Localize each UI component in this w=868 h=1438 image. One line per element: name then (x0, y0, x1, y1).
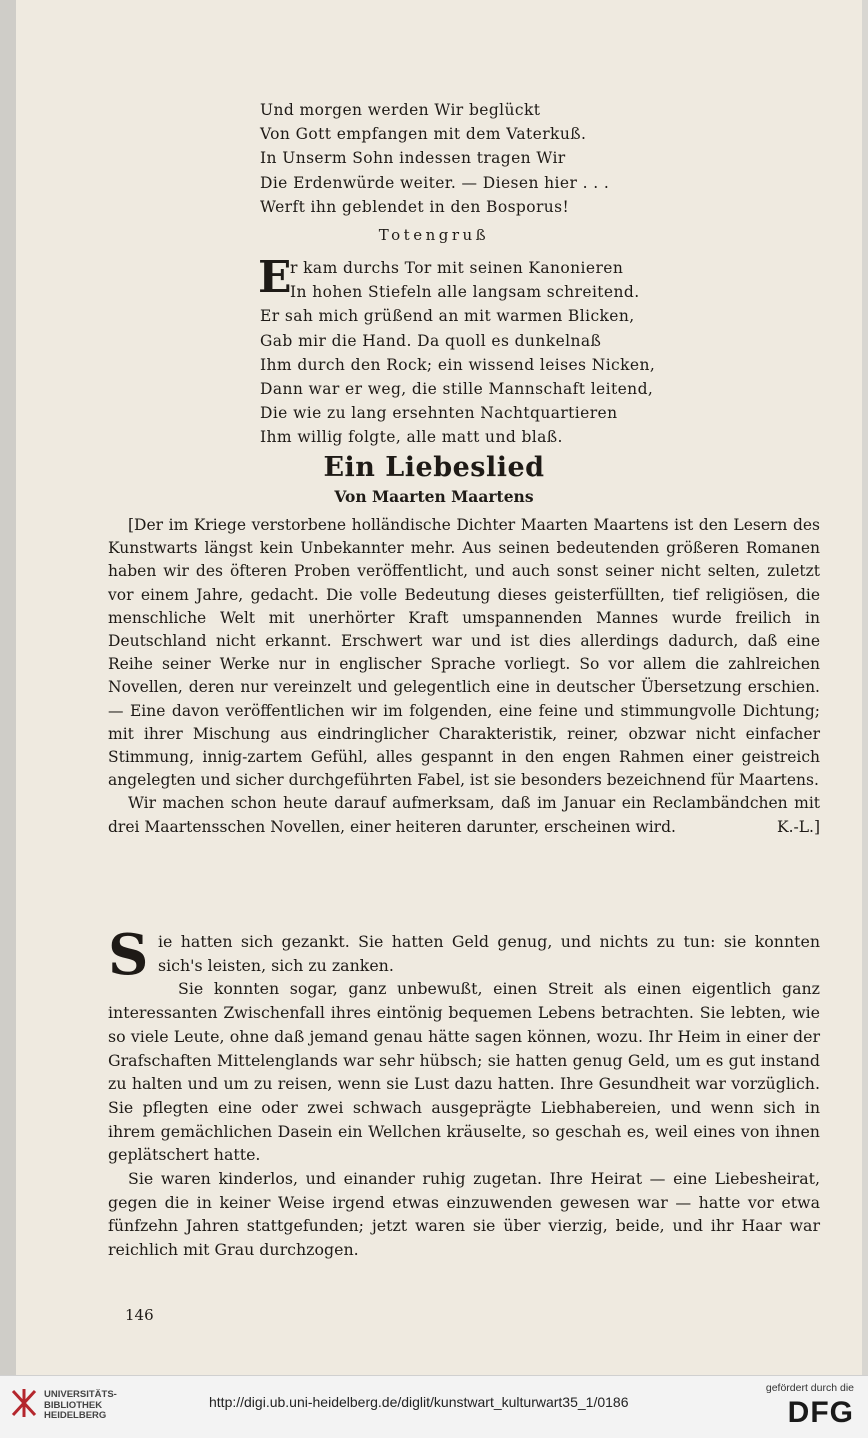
poem-line: In Unserm Sohn indessen tragen Wir (260, 149, 566, 168)
poem-title: Totengruß (378, 226, 490, 244)
poem-line: Dann war er weg, die stille Mannschaft leitend, (260, 380, 654, 399)
intro-paragraph: [Der im Kriege verstorbene holländische Dichter Maarten Maartens ist den Lesern des Kunstwarts längst kein Unbekannter mehr. Aus seinen bedeutenden größeren Romanen haben wir des öfteren Proben veröffentlicht, und auch sonst seiner nicht selten, zuletzt vor einem Jahre, gedacht. Die volle Bedeutung dieses geisterfüllten, tief religiösen, die menschliche Welt mit unerhörter Kraft umspannenden Mannes wurde freilich in Deutschland nicht erkannt. Erschwert war und ist dies allerdings dadurch, daß eine Reihe seiner Werke nur in englischer Sprache vorliegt. So vor allem die zahlreichen Novellen, deren nur vereinzelt und gelegentlich eine in deutscher Übersetzung erschien. — Eine davon veröffentlichen wir im folgenden, eine feine und stimmungvolle Dichtung; mit ihrer Mischung aus eindringlicher Charakteristik, reiner, obzwar nicht einfacher Stimmung, innig-zartem Gefühl, alles gespannt in den engen Rahmen einer geistreich angelegten und sicher durchgeführten Fabel, ist sie besonders bezeichnend für Maartens. (108, 516, 820, 790)
poem-line: Gab mir die Hand. Da quoll es dunkelnaß (260, 331, 602, 350)
poem-top (260, 98, 700, 219)
story-paragraph: ie hatten sich gezankt. Sie hatten Geld genug, und nichts zu tun: sie konnten sich's leisten, sich zu zanken. (158, 932, 820, 975)
sponsor-text: gefördert durch die (765, 1382, 854, 1394)
story-body (108, 922, 820, 1262)
story-paragraph: Sie waren kinderlos, und einander ruhig zugetan. Ihre Heirat — eine Liebesheirat, gegen die in keiner Weise irgend etwas einzuwenden gewesen war — hatte vor etwa fünfzehn Jahren stattgefunden; jetzt waren sie über vierzig, beide, und ihr Haar war reichlich mit Grau durchzogen. (108, 1169, 820, 1260)
page-edge-shadow (0, 0, 16, 1375)
poem-dropcap: E (258, 252, 292, 303)
article-byline: Von Maarten Maartens (334, 487, 534, 506)
story-dropcap: S (108, 922, 149, 988)
university-logo-icon[interactable] (10, 1388, 38, 1418)
poem-line: Von Gott empfangen mit dem Vaterkuß. (260, 125, 587, 144)
institution-line: UNIVERSITÄTS- (44, 1389, 117, 1400)
poem-line: In hohen Stiefeln alle langsam schreitend. (290, 283, 640, 302)
poem-line: Werft ihn geblendet in den Bosporus! (260, 197, 570, 216)
dfg-logo[interactable]: DFG (787, 1396, 854, 1429)
viewer-footer (0, 1375, 868, 1438)
intro-signature: K.-L.] (776, 817, 820, 836)
university-name[interactable] (44, 1390, 117, 1422)
institution-line: BIBLIOTHEK (44, 1399, 103, 1411)
poem-line: Und morgen werden Wir beglückt (260, 101, 541, 119)
intro-paragraph: Wir machen schon heute darauf aufmerksam, daß im Januar ein Reclambändchen mit drei Maartensschen Novellen, einer heiteren darunter, erscheinen wird. (108, 794, 820, 836)
institution-line: HEIDELBERG (44, 1410, 107, 1421)
poem-line: Er sah mich grüßend an mit warmen Blicken, (260, 307, 635, 326)
poem-line: r kam durchs Tor mit seinen Kanonieren (290, 259, 624, 277)
editor-intro (108, 514, 820, 839)
poem-line: Die Erdenwürde weiter. — Diesen hier . . . (260, 173, 610, 192)
poem-line: Ihm willig folgte, alle matt und blaß. (260, 428, 563, 447)
permalink-url[interactable]: http://digi.ub.uni-heidelberg.de/diglit/kunstwart_kulturwart35_1/0186 (209, 1394, 629, 1410)
poem-line: Ihm durch den Rock; ein wissend leises Nicken, (260, 355, 656, 374)
page-number: 146 (125, 1306, 154, 1324)
poem-totengruss (258, 252, 720, 450)
story-paragraph: Sie konnten sogar, ganz unbewußt, einen Streit als einen eigentlich ganz interessanten Zwischenfall ihres eintönig bequemen Lebens betrachten. Sie lebten, wie so viele Leute, ohne daß jemand genau hätte sagen können, wozu. Ihr Heim in einer der Grafschaften Mittelenglands war sehr hübsch; sie hatten genug Geld, um es gut instand zu halten und um zu reisen, wenn sie Lust dazu hatten. Ihre Gesundheit war vorzüglich. Sie pflegten eine oder zwei schwach ausgeprägte Liebhabereien, und wenn sich in ihrem gemächlichen Dasein ein Wellchen kräuselte, so geschah es, weil eines von ihnen geplätschert hatte. (108, 979, 820, 1165)
article-title: Ein Liebeslied (323, 452, 545, 483)
poem-line: Die wie zu lang ersehnten Nachtquartieren (260, 404, 618, 423)
